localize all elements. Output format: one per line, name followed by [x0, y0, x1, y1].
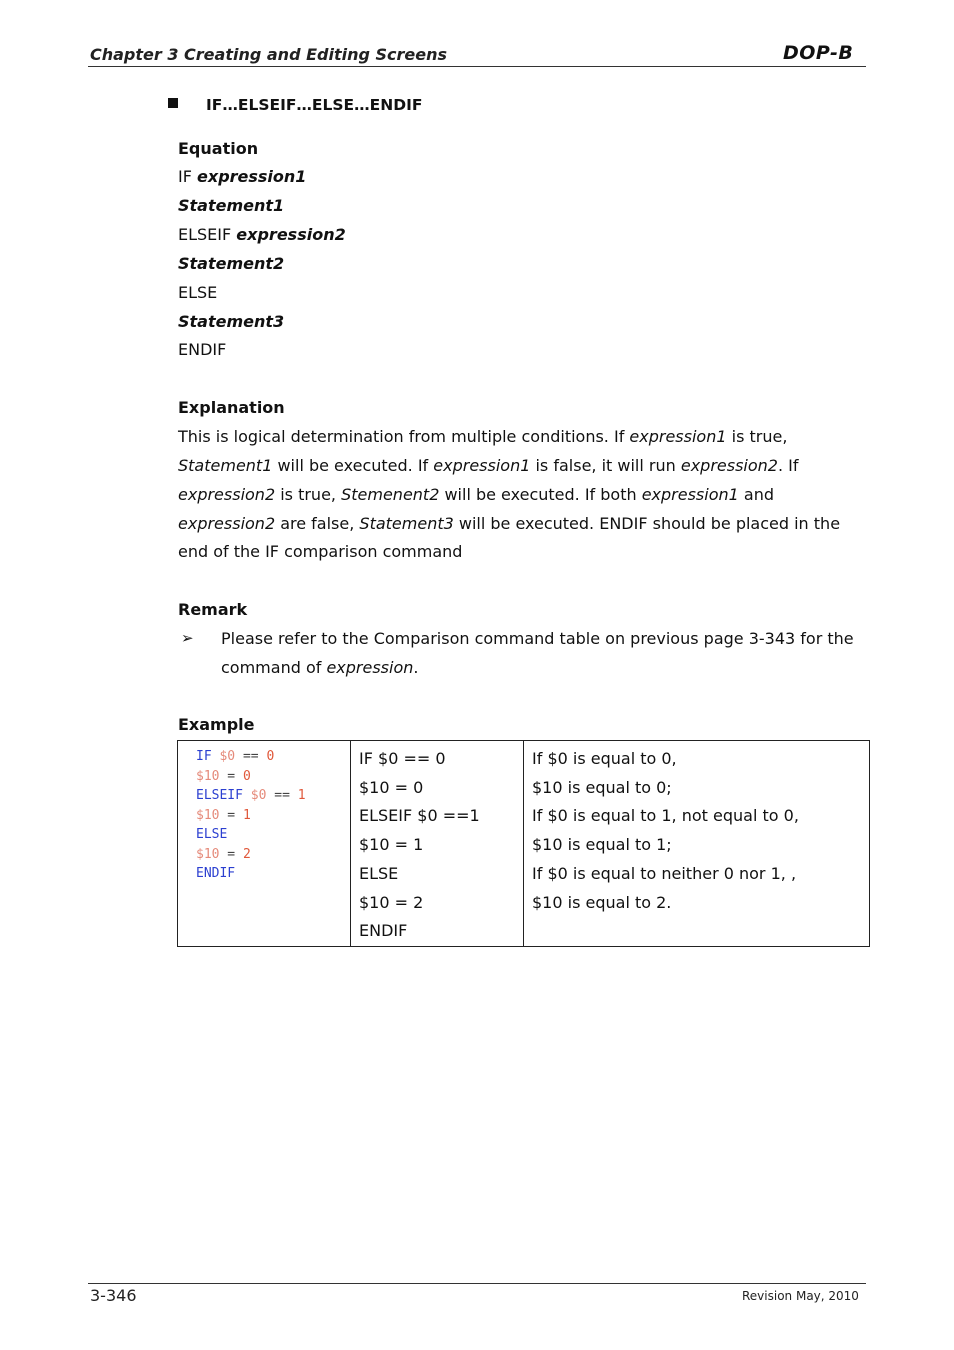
arrow-bullet-icon: ➢ [181, 629, 194, 647]
explanation-text: will be executed. If [272, 456, 434, 475]
explanation-term: Statement1 [178, 456, 273, 475]
explanation-term: expression1 [641, 485, 739, 504]
code-line [196, 767, 350, 787]
explanation-term: expression2 [178, 485, 276, 504]
code-token: $10 [196, 768, 220, 784]
example-heading: Example [178, 715, 255, 734]
syntax-line: ELSEIF $0 ==1 [359, 806, 480, 826]
equation-keyword: IF [178, 167, 198, 186]
syntax-lines [351, 741, 523, 946]
syntax-line: $10 = 2 [359, 892, 424, 912]
explanation-text: are false, [275, 514, 360, 533]
description-line: $10 is equal to 2. [532, 892, 672, 912]
code-token: 0 [266, 749, 275, 764]
explanation-text: will be executed. If both [439, 485, 642, 504]
syntax-line: ENDIF [359, 921, 408, 941]
syntax-line: ELSE [359, 863, 399, 883]
code-token: $10 [196, 846, 220, 862]
code-line [196, 845, 350, 865]
chapter-title: Chapter 3 Creating and Editing Screens [90, 45, 448, 64]
square-bullet-icon [168, 98, 178, 108]
equation-line [178, 340, 226, 360]
code-token: IF [196, 749, 220, 764]
equation-heading: Equation [178, 139, 259, 158]
explanation-term: expression2 [680, 456, 778, 475]
revision-date: Revision May, 2010 [742, 1289, 859, 1303]
explanation-line [178, 542, 868, 562]
description-line: $10 is equal to 1; [532, 835, 672, 855]
equation-keyword: ELSE [178, 283, 218, 302]
code-line [196, 806, 350, 826]
explanation-text: will be executed. ENDIF should be placed in the [453, 514, 841, 533]
equation-term: expression1 [197, 167, 307, 186]
code-token: == [266, 788, 298, 803]
description-cell [524, 741, 870, 947]
code-token: $10 [196, 807, 220, 823]
description-line: $10 is equal to 0; [532, 777, 672, 797]
equation-line [178, 283, 217, 303]
explanation-term: Statement3 [359, 514, 454, 533]
equation-term: Statement3 [178, 312, 285, 331]
description-line: If $0 is equal to 0, [532, 749, 677, 768]
code-token: ELSE [196, 827, 228, 842]
explanation-text: This is logical determination from multiple conditions. If [178, 427, 630, 446]
explanation-text: is true, [275, 485, 342, 504]
code-line [196, 747, 350, 767]
code-token: 2 [242, 846, 251, 862]
equation-line [178, 196, 284, 216]
explanation-text: and [738, 485, 775, 504]
code-screenshot-cell [178, 741, 351, 947]
explanation-text: . If [777, 456, 799, 475]
remark-line-2-emphasis: expression [326, 658, 414, 677]
example-table [177, 740, 870, 947]
remark-line-1: Please refer to the Comparison command table on previous page 3-343 for the [221, 629, 854, 648]
code-line [196, 864, 350, 884]
explanation-line [178, 514, 868, 534]
code-token: 1 [242, 807, 251, 823]
explanation-text: is false, it will run [530, 456, 681, 475]
code-screenshot [178, 741, 350, 884]
remark-line-2-text: command of [221, 658, 327, 677]
code-line [196, 825, 350, 845]
code-token: = [219, 768, 243, 784]
explanation-term: expression1 [629, 427, 727, 446]
explanation-text: is true, [726, 427, 788, 446]
remark-line-2-end: . [413, 658, 419, 677]
equation-term: Statement1 [178, 196, 285, 215]
explanation-line [178, 427, 868, 447]
equation-term: expression2 [236, 225, 346, 244]
header-divider [88, 66, 866, 67]
explanation-term: Stemenent2 [341, 485, 440, 504]
code-line [196, 786, 350, 806]
footer-divider [88, 1283, 866, 1284]
description-line: If $0 is equal to 1, not equal to 0, [532, 806, 799, 826]
syntax-line: IF $0 == 0 [359, 749, 446, 768]
code-token: = [219, 807, 243, 823]
code-token: ELSEIF [196, 788, 251, 803]
explanation-text: end of the IF comparison command [178, 542, 463, 561]
description-lines [524, 741, 869, 917]
explanation-line [178, 456, 868, 476]
code-token: 0 [242, 768, 251, 784]
code-token: $0 [250, 788, 267, 803]
code-token: $0 [219, 749, 236, 764]
explanation-line [178, 485, 868, 505]
description-line: If $0 is equal to neither 0 nor 1, , [532, 863, 797, 883]
equation-keyword: ELSEIF [178, 225, 237, 244]
code-token: = [219, 846, 243, 862]
syntax-line: $10 = 0 [359, 777, 424, 797]
equation-keyword: ENDIF [178, 340, 227, 359]
remark-heading: Remark [178, 600, 248, 619]
syntax-line: $10 = 1 [359, 835, 424, 855]
equation-line [178, 312, 284, 332]
equation-line [178, 167, 306, 187]
explanation-heading: Explanation [178, 398, 285, 417]
code-token: 1 [297, 788, 306, 803]
page-number: 3-346 [90, 1286, 137, 1305]
section-title: IF…ELSEIF…ELSE…ENDIF [206, 96, 423, 114]
equation-line [178, 254, 284, 274]
code-token: == [235, 749, 267, 764]
equation-line [178, 225, 346, 245]
remark-line-2 [221, 658, 418, 677]
explanation-term: expression1 [433, 456, 531, 475]
syntax-cell [351, 741, 524, 947]
equation-term: Statement2 [178, 254, 285, 273]
explanation-term: expression2 [178, 514, 276, 533]
code-token: ENDIF [196, 866, 236, 881]
product-logo: DOP-B [783, 42, 854, 64]
